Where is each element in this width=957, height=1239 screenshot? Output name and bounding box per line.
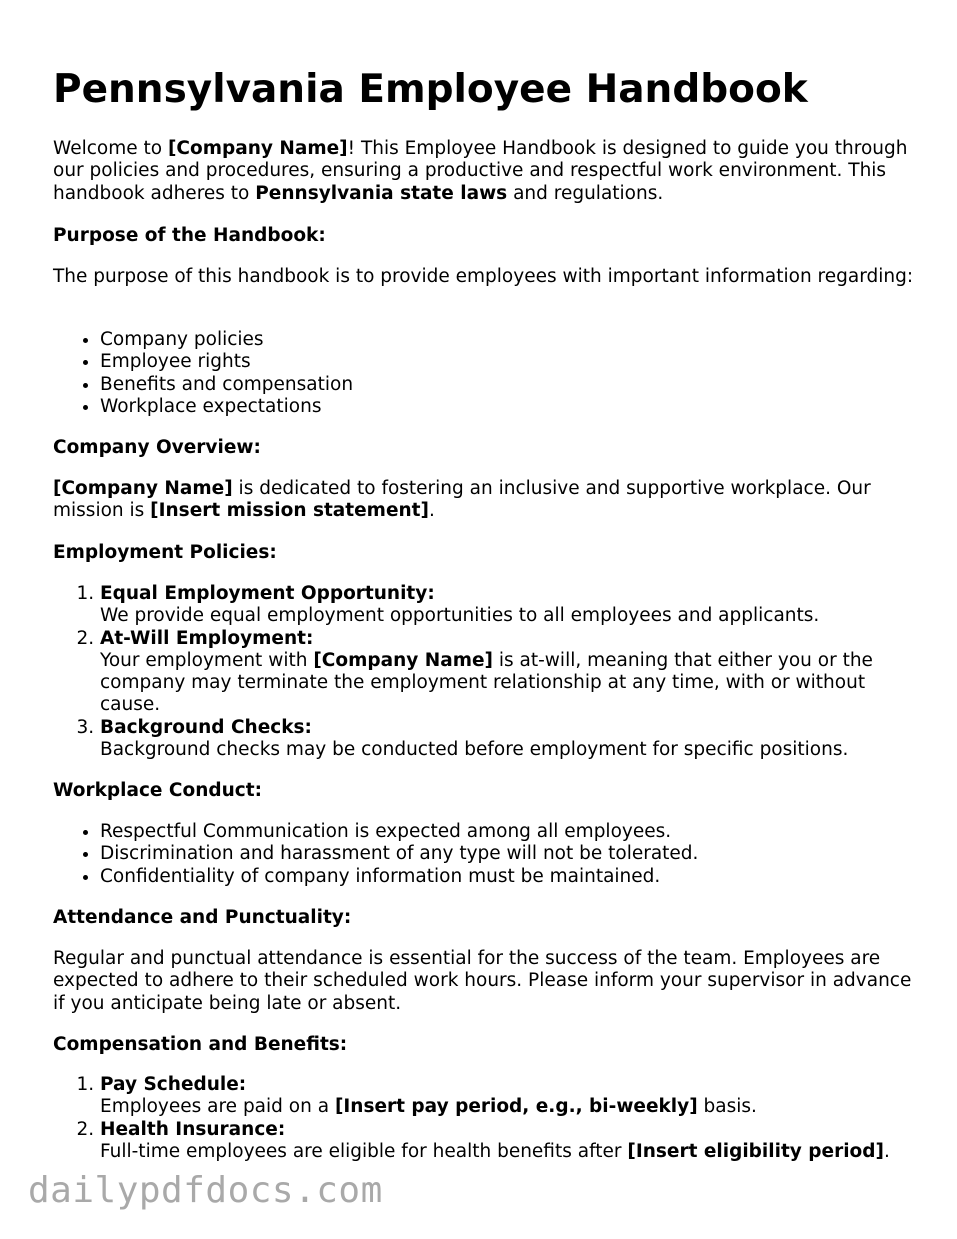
purpose-list (53, 329, 923, 418)
compensation-heading: Compensation and Benefits: (53, 1034, 348, 1055)
overview-paragraph: [Company Name] is dedicated to fostering an inclusive and supportive workplace. Our mission is [Insert mission statement]. (53, 478, 871, 522)
employment-list (53, 583, 923, 761)
list-item: • Confidentiality of company information must be maintained. (100, 866, 923, 888)
list-item: • Employee rights (100, 351, 923, 373)
page-title: Pennsylvania Employee Handbook (53, 67, 808, 112)
list-item: 2. At-Will Employment: Your employment with [Company Name] is at-will, meaning that either you or the company may terminate the employment relationship at any time, with or without cause. (100, 628, 923, 717)
compensation-list (53, 1074, 923, 1163)
watermark: dailypdfdocs.com (28, 1170, 383, 1211)
purpose-heading: Purpose of the Handbook: (53, 225, 326, 246)
attendance-heading: Attendance and Punctuality: (53, 907, 352, 928)
attendance-paragraph: Regular and punctual attendance is essential for the success of the team. Employees are expected to adhere to their scheduled work hours. Please inform your supervisor in advance if you anticipate being late or absent. (53, 948, 912, 1014)
list-item: • Benefits and compensation (100, 374, 923, 396)
list-item: • Company policies (100, 329, 923, 351)
conduct-list (53, 821, 923, 888)
employment-heading: Employment Policies: (53, 542, 277, 563)
list-item: 3. Background Checks: Background checks may be conducted before employment for specific positions. (100, 717, 923, 762)
list-item: 1. Equal Employment Opportunity: We provide equal employment opportunities to all employees and applicants. (100, 583, 923, 628)
overview-heading: Company Overview: (53, 437, 261, 458)
purpose-text: The purpose of this handbook is to provide employees with important information regarding: (53, 266, 914, 287)
conduct-heading: Workplace Conduct: (53, 780, 262, 801)
list-item: 1. Pay Schedule: Employees are paid on a [Insert pay period, e.g., bi-weekly] basis. (100, 1074, 923, 1119)
list-item: • Workplace expectations (100, 396, 923, 418)
list-item: • Respectful Communication is expected among all employees. (100, 821, 923, 843)
list-item: • Discrimination and harassment of any type will not be tolerated. (100, 843, 923, 865)
intro-paragraph: Welcome to [Company Name]! This Employee Handbook is designed to guide you through our policies and procedures, ensuring a productive and respectful work environment. This handbook adheres to Pennsylvania state laws and regulations. (53, 138, 908, 204)
list-item: 2. Health Insurance: Full-time employees are eligible for health benefits after [Insert eligibility period]. (100, 1119, 923, 1164)
